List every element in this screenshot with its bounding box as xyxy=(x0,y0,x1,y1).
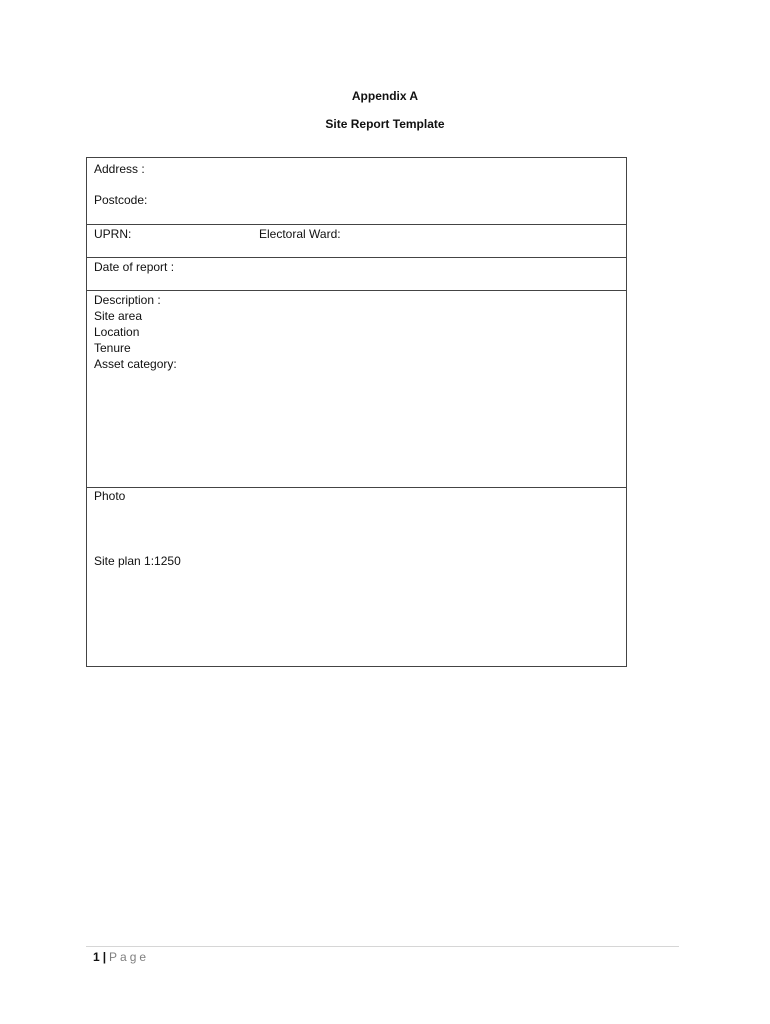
tenure-label: Tenure xyxy=(94,341,131,355)
date-of-report-label: Date of report : xyxy=(94,260,175,274)
description-label: Description : xyxy=(94,293,161,307)
description-row xyxy=(87,291,626,488)
photo-row xyxy=(87,488,626,666)
footer-separator: | xyxy=(102,950,107,964)
electoral-ward-label: Electoral Ward: xyxy=(259,227,341,241)
photo-label: Photo xyxy=(94,489,126,503)
uprn-label: UPRN: xyxy=(94,227,132,241)
address-label: Address : xyxy=(94,162,145,176)
template-title: Site Report Template xyxy=(325,117,445,131)
postcode-label: Postcode: xyxy=(94,193,148,207)
site-plan-label: Site plan 1:1250 xyxy=(94,554,181,568)
site-area-label: Site area xyxy=(94,309,143,323)
page-number: 1 xyxy=(93,950,100,964)
date-of-report-row xyxy=(87,258,626,291)
location-label: Location xyxy=(94,325,140,339)
site-report-form xyxy=(86,157,627,667)
page-footer xyxy=(93,950,149,964)
appendix-title: Appendix A xyxy=(351,89,419,103)
uprn-row xyxy=(87,225,626,258)
asset-category-label: Asset category: xyxy=(94,357,177,371)
footer-divider xyxy=(86,946,679,947)
page-word: Page xyxy=(109,950,150,964)
address-row xyxy=(87,158,626,225)
